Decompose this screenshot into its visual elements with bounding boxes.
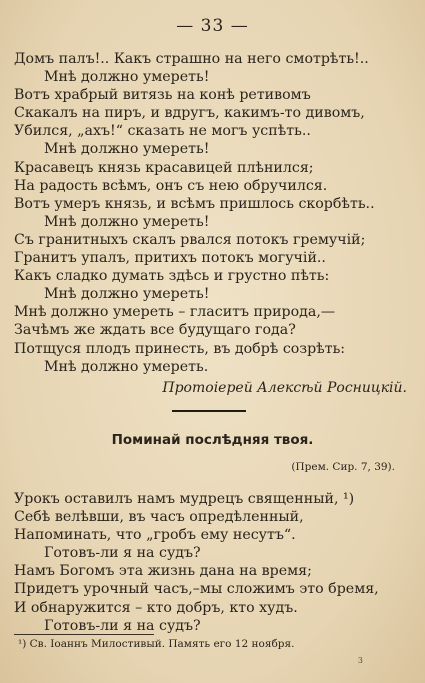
verse-line: Мнѣ должно умереть! [44,69,210,86]
verse-line: Мнѣ должно умереть! [44,213,210,230]
verse-line: Готовъ-ли я на судъ? [44,545,201,562]
verse-line: Вотъ умеръ князь, и всѣмъ пришлось скорбѣть.. [14,195,375,212]
verse-line: Скакалъ на пиръ, и вдругъ, какимъ-то дивомъ, [14,105,365,122]
verse-line: Зачѣмъ же ждать все будущаго года? [14,322,296,339]
poem-title: Поминай послѣдняя твоя. [111,432,314,448]
verse-line: Красавецъ князь красавицей плѣнился; [14,159,314,176]
verse-line: Гранитъ упалъ, притихъ потокъ могучій.. [14,250,326,267]
verse-line: Напоминать, что „гробъ ему несутъ“. [14,527,296,544]
poem-1 [14,50,414,376]
verse-line: На радость всѣмъ, онъ съ нею обручился. [14,177,328,194]
verse-line: Придетъ урочный часъ,–мы сложимъ это бремя, [14,581,379,598]
scripture-reference: (Прем. Сир. 7, 39). [291,461,395,473]
verse-line: Мнѣ должно умереть – гласитъ природа,— [14,304,336,321]
poem-2 [14,490,414,635]
verse-line: Потщуся плодъ принесть, въ добрѣ созрѣть: [14,340,346,357]
signature-mark: 3 [357,656,363,665]
verse-line: Какъ сладко думать здѣсь и грустно пѣть: [14,268,330,285]
verse-line: Мнѣ должно умереть. [44,358,209,375]
verse-line: Домъ палъ!.. Какъ страшно на него смотрѣть!.. [14,51,369,67]
footnote-rule [14,634,154,635]
verse-line: И обнаружится – кто добръ, кто худъ. [14,599,298,616]
verse-line: Себѣ велѣвши, въ часъ опредѣленный, [14,509,304,526]
footnote: ¹) Св. Iоаннъ Милостивый. Память его 12 ноября. [18,638,295,650]
page-number: — 33 — [176,16,249,36]
verse-line: Убился, „ахъ!“ сказать не могъ успѣть.. [14,123,311,140]
verse-line: Мнѣ должно умереть! [44,141,210,158]
verse-line: Готовъ-ли я на судъ? [44,617,201,634]
verse-line: Вотъ храбрый витязь на конѣ ретивомъ [14,87,311,104]
verse-line: Съ гранитныхъ скалъ рвался потокъ гремучій; [14,231,366,248]
verse-line: Намъ Богомъ эта жизнь дана на время; [14,563,312,580]
verse-line: Мнѣ должно умереть! [44,286,210,303]
verse-line: Урокъ оставилъ намъ мудрецъ священный, ¹) [14,491,355,507]
poem-author: Протоiерей Алексѣй Росницкiй. [162,380,407,396]
section-divider [172,410,246,412]
